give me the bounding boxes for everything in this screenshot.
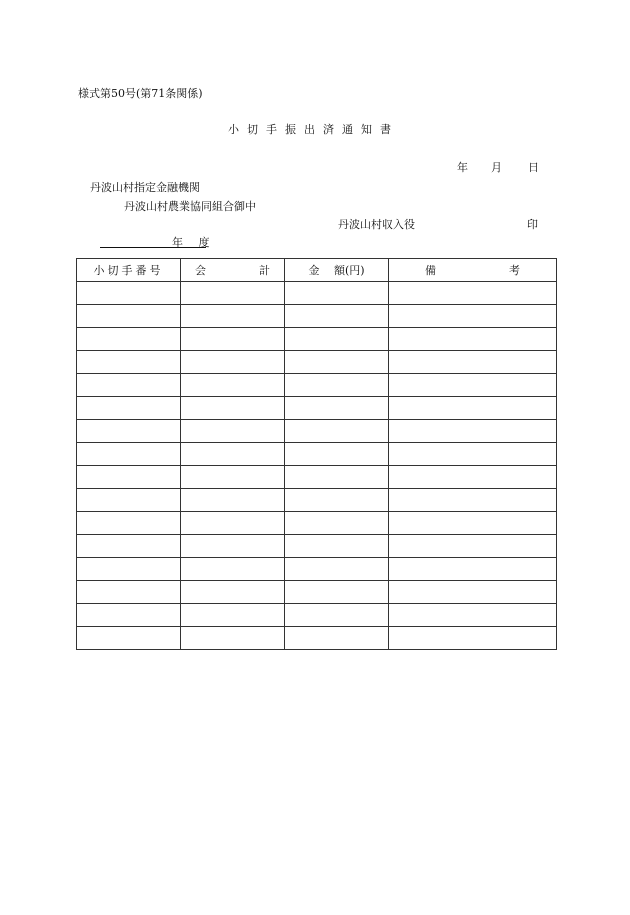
date-month-label: 月 [491, 161, 502, 174]
cell-remarks[interactable] [389, 305, 557, 328]
cell-check-number[interactable] [77, 282, 181, 305]
table-row [77, 512, 557, 535]
cell-remarks[interactable] [389, 397, 557, 420]
cell-total[interactable] [181, 466, 285, 489]
header-amount [285, 259, 389, 282]
cell-amount[interactable] [285, 420, 389, 443]
form-number: 様式第50号(第71条関係) [78, 87, 203, 100]
header-remarks-label-b: 考 [509, 264, 520, 277]
header-remarks [389, 259, 557, 282]
cell-check-number[interactable] [77, 535, 181, 558]
header-check-number [77, 259, 181, 282]
cell-amount[interactable] [285, 558, 389, 581]
header-check-number-label: 小切手番号 [93, 264, 164, 277]
cell-remarks[interactable] [389, 512, 557, 535]
cell-total[interactable] [181, 535, 285, 558]
cell-check-number[interactable] [77, 374, 181, 397]
cell-remarks[interactable] [389, 489, 557, 512]
cell-total[interactable] [181, 282, 285, 305]
cell-total[interactable] [181, 489, 285, 512]
cell-amount[interactable] [285, 443, 389, 466]
table-row [77, 604, 557, 627]
document-title: 小切手振出済通知書 [228, 123, 399, 136]
table-row [77, 558, 557, 581]
cell-total[interactable] [181, 328, 285, 351]
cell-remarks[interactable] [389, 466, 557, 489]
header-total-label-b: 計 [259, 264, 270, 277]
cell-check-number[interactable] [77, 305, 181, 328]
table-row [77, 627, 557, 650]
cell-check-number[interactable] [77, 512, 181, 535]
cell-check-number[interactable] [77, 443, 181, 466]
cell-total[interactable] [181, 581, 285, 604]
table-row [77, 374, 557, 397]
table-row [77, 305, 557, 328]
table-row [77, 443, 557, 466]
cell-amount[interactable] [285, 328, 389, 351]
cell-check-number[interactable] [77, 627, 181, 650]
cell-remarks[interactable] [389, 443, 557, 466]
cell-remarks[interactable] [389, 558, 557, 581]
cell-remarks[interactable] [389, 535, 557, 558]
cell-amount[interactable] [285, 581, 389, 604]
cell-remarks[interactable] [389, 328, 557, 351]
header-amount-label: 金 額(円) [308, 264, 365, 277]
cell-check-number[interactable] [77, 558, 181, 581]
addressee-line-2: 丹波山村農業協同組合御中 [124, 200, 256, 213]
header-total [181, 259, 285, 282]
cell-amount[interactable] [285, 282, 389, 305]
check-issuance-table [76, 258, 557, 650]
cell-total[interactable] [181, 351, 285, 374]
date-year-label: 年 [457, 161, 468, 174]
cell-remarks[interactable] [389, 351, 557, 374]
cell-remarks[interactable] [389, 282, 557, 305]
cell-amount[interactable] [285, 397, 389, 420]
header-total-label-a: 会 [195, 264, 206, 277]
cell-amount[interactable] [285, 535, 389, 558]
cell-amount[interactable] [285, 627, 389, 650]
cell-amount[interactable] [285, 351, 389, 374]
addressee-line-1: 丹波山村指定金融機関 [90, 181, 200, 194]
fiscal-year-label: 年 度 [172, 236, 216, 249]
cell-total[interactable] [181, 443, 285, 466]
cell-total[interactable] [181, 397, 285, 420]
cell-amount[interactable] [285, 374, 389, 397]
table-row [77, 535, 557, 558]
table-row [77, 397, 557, 420]
cell-amount[interactable] [285, 305, 389, 328]
table-row [77, 420, 557, 443]
cell-check-number[interactable] [77, 466, 181, 489]
cell-check-number[interactable] [77, 397, 181, 420]
cell-total[interactable] [181, 305, 285, 328]
cell-total[interactable] [181, 604, 285, 627]
cell-amount[interactable] [285, 512, 389, 535]
cell-remarks[interactable] [389, 420, 557, 443]
cell-amount[interactable] [285, 604, 389, 627]
date-day-label: 日 [528, 161, 539, 174]
table-row [77, 328, 557, 351]
cell-total[interactable] [181, 420, 285, 443]
table-header-row [77, 259, 557, 282]
cell-check-number[interactable] [77, 328, 181, 351]
table-row [77, 466, 557, 489]
table-row [77, 351, 557, 374]
cell-total[interactable] [181, 558, 285, 581]
cell-total[interactable] [181, 374, 285, 397]
cell-amount[interactable] [285, 489, 389, 512]
table-row [77, 489, 557, 512]
cell-check-number[interactable] [77, 489, 181, 512]
table-row [77, 581, 557, 604]
cell-check-number[interactable] [77, 604, 181, 627]
seal-mark: 印 [527, 218, 538, 231]
cell-check-number[interactable] [77, 420, 181, 443]
cell-check-number[interactable] [77, 351, 181, 374]
sender-name: 丹波山村収入役 [338, 218, 415, 231]
cell-remarks[interactable] [389, 604, 557, 627]
cell-remarks[interactable] [389, 627, 557, 650]
cell-remarks[interactable] [389, 581, 557, 604]
cell-amount[interactable] [285, 466, 389, 489]
header-remarks-label-a: 備 [425, 264, 436, 277]
table-row [77, 282, 557, 305]
cell-check-number[interactable] [77, 581, 181, 604]
cell-total[interactable] [181, 512, 285, 535]
cell-remarks[interactable] [389, 374, 557, 397]
cell-total[interactable] [181, 627, 285, 650]
